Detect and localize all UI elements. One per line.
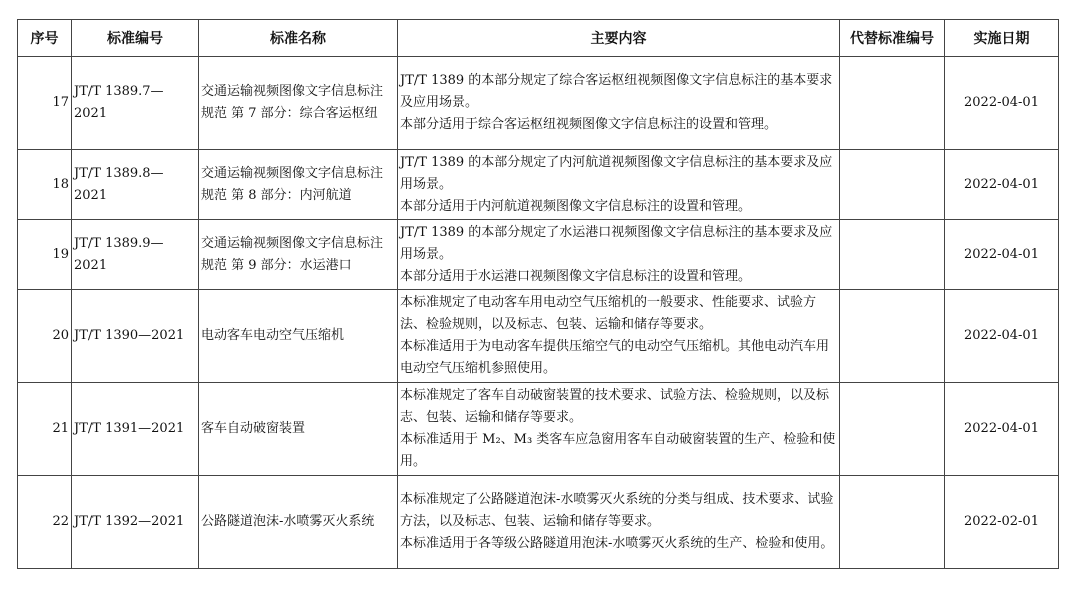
row-date: 2022-02-01 <box>945 476 1059 569</box>
row-content-scope: JT/T 1389 的本部分规定了综合客运枢纽视频图像文字信息标注的基本要求及应用场景。 <box>400 73 833 110</box>
table-row <box>18 290 1059 383</box>
row-replace <box>840 383 945 476</box>
row-replace <box>840 290 945 383</box>
row-name: 交通运输视频图像文字信息标注规范 第 9 部分：水运港口 <box>199 220 398 290</box>
row-content-applicability: 本部分适用于水运港口视频图像文字信息标注的设置和管理。 <box>400 268 752 284</box>
row-content-applicability: 本部分适用于综合客运枢纽视频图像文字信息标注的设置和管理。 <box>400 117 778 132</box>
row-date: 2022-04-01 <box>945 220 1059 290</box>
row-code: JT/T 1389.9—2021 <box>72 220 199 290</box>
row-content-scope: 本标准规定了客车自动破窗装置的技术要求、试验方法、检验规则，以及标志、包装、运输和储存等要求。 <box>400 388 830 425</box>
table-row <box>18 57 1059 150</box>
row-content <box>398 150 840 220</box>
header-name: 标准名称 <box>199 20 398 57</box>
row-content-applicability: 本标准适用于 M₂、M₃ 类客车应急窗用客车自动破窗装置的生产、检验和使用。 <box>400 432 836 469</box>
header-date: 实施日期 <box>945 20 1059 57</box>
row-replace <box>840 220 945 290</box>
row-content <box>398 476 840 569</box>
row-content-scope: JT/T 1389 的本部分规定了水运港口视频图像文字信息标注的基本要求及应用场景。 <box>400 224 833 262</box>
row-seq: 19 <box>18 220 72 290</box>
row-code: JT/T 1389.8—2021 <box>72 150 199 220</box>
row-content <box>398 383 840 476</box>
row-content-applicability: 本标准适用于为电动客车提供压缩空气的电动空气压缩机。其他电动汽车用电动空气压缩机参照使用。 <box>400 339 830 376</box>
standards-table <box>17 19 1059 569</box>
row-date: 2022-04-01 <box>945 57 1059 150</box>
table-row <box>18 150 1059 220</box>
row-content-scope: 本标准规定了公路隧道泡沫-水喷雾灭火系统的分类与组成、技术要求、试验方法，以及标志、包装、运输和储存等要求。 <box>400 492 834 529</box>
row-name: 交通运输视频图像文字信息标注规范 第 7 部分：综合客运枢纽 <box>199 57 398 150</box>
table-row <box>18 220 1059 290</box>
row-seq: 22 <box>18 476 72 569</box>
row-name: 电动客车电动空气压缩机 <box>199 290 398 383</box>
row-content-applicability: 本标准适用于各等级公路隧道用泡沫-水喷雾灭火系统的生产、检验和使用。 <box>400 536 834 551</box>
row-code: JT/T 1389.7—2021 <box>72 57 199 150</box>
row-seq: 18 <box>18 150 72 220</box>
row-content-scope: JT/T 1389 的本部分规定了内河航道视频图像文字信息标注的基本要求及应用场景。 <box>400 154 833 192</box>
table-row <box>18 383 1059 476</box>
header-content: 主要内容 <box>398 20 840 57</box>
row-name: 交通运输视频图像文字信息标注规范 第 8 部分：内河航道 <box>199 150 398 220</box>
row-name: 公路隧道泡沫-水喷雾灭火系统 <box>199 476 398 569</box>
row-replace <box>840 150 945 220</box>
row-replace <box>840 57 945 150</box>
header-replace: 代替标准编号 <box>840 20 945 57</box>
row-date: 2022-04-01 <box>945 383 1059 476</box>
row-date: 2022-04-01 <box>945 290 1059 383</box>
row-code: JT/T 1392—2021 <box>72 476 199 569</box>
row-name: 客车自动破窗装置 <box>199 383 398 476</box>
row-content-applicability: 本部分适用于内河航道视频图像文字信息标注的设置和管理。 <box>400 198 752 214</box>
row-seq: 21 <box>18 383 72 476</box>
header-seq: 序号 <box>18 20 72 57</box>
table-row <box>18 476 1059 569</box>
row-code: JT/T 1390—2021 <box>72 290 199 383</box>
row-seq: 17 <box>18 57 72 150</box>
row-code: JT/T 1391—2021 <box>72 383 199 476</box>
row-seq: 20 <box>18 290 72 383</box>
row-content <box>398 290 840 383</box>
row-date: 2022-04-01 <box>945 150 1059 220</box>
table-header-row <box>18 20 1059 57</box>
row-replace <box>840 476 945 569</box>
header-code: 标准编号 <box>72 20 199 57</box>
row-content-scope: 本标准规定了电动客车用电动空气压缩机的一般要求、性能要求、试验方法、检验规则，以及标志、包装、运输和储存等要求。 <box>400 295 817 332</box>
row-content <box>398 220 840 290</box>
row-content <box>398 57 840 150</box>
